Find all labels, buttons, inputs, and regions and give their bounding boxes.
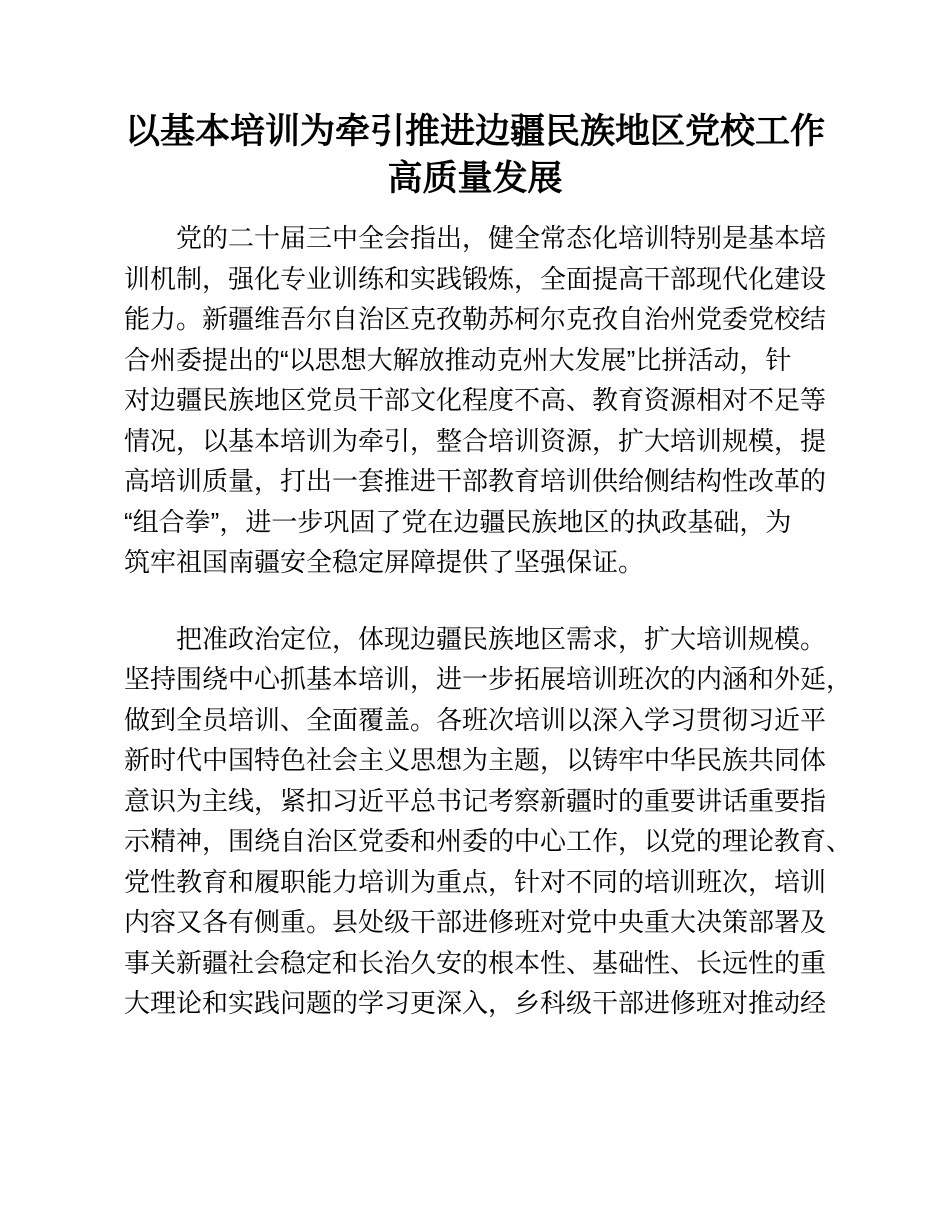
text-line: “组合拳”，进一步巩固了党在边疆民族地区的执政基础，为 xyxy=(124,506,792,537)
document-title-line-1: 以基本培训为牵引推进边疆民族地区党校工作 xyxy=(124,112,825,151)
text-line: 党性教育和履职能力培训为重点，针对不同的培训班次，培训 xyxy=(124,866,827,897)
text-line: 训机制，强化专业训练和实践锻炼，全面提高干部现代化建设 xyxy=(124,263,827,294)
document-page xyxy=(124,0,853,1024)
text-line: 把准政治定位，体现边疆民族地区需求，扩大培训规模。 xyxy=(176,623,827,654)
paragraph-2 xyxy=(124,619,853,1024)
text-line: 事关新疆社会稳定和长治久安的根本性、基础性、长远性的重 xyxy=(124,947,827,978)
text-line: 新时代中国特色社会主义思想为主题，以铸牢中华民族共同体 xyxy=(124,745,827,775)
text-line: 合州委提出的“以思想大解放推动克州大发展”比拼活动，针 xyxy=(124,344,792,375)
text-line: 党的二十届三中全会指出，健全常态化培训特别是基本培 xyxy=(176,223,827,253)
text-line: 高培训质量，打出一套推进干部教育培训供给侧结构性改革的 xyxy=(124,466,827,496)
paragraph-1 xyxy=(124,218,826,583)
text-line: 做到全员培训、全面覆盖。各班次培训以深入学习贯彻习近平 xyxy=(124,704,827,735)
text-line: 内容又各有侧重。县处级干部进修班对党中央重大决策部署及 xyxy=(124,907,827,937)
text-line: 大理论和实践问题的学习更深入，乡科级干部进修班对推动经 xyxy=(124,988,827,1018)
text-line: 情况，以基本培训为牵引，整合培训资源，扩大培训规模，提 xyxy=(124,425,827,456)
text-line: 示精神，围绕自治区党委和州委的中心工作，以党的理论教育、 xyxy=(124,826,853,856)
text-line: 筑牢祖国南疆安全稳定屏障提供了坚强保证。 xyxy=(124,547,645,577)
text-line: 意识为主线，紧扣习近平总书记考察新疆时的重要讲话重要指 xyxy=(124,785,827,816)
text-line: 能力。新疆维吾尔自治区克孜勒苏柯尔克孜自治州党委党校结 xyxy=(124,304,827,334)
document-title-line-2: 高质量发展 xyxy=(387,159,563,198)
text-line: 对边疆民族地区党员干部文化程度不高、教育资源相对不足等 xyxy=(124,385,827,415)
document-title xyxy=(124,108,826,202)
text-line: 坚持围绕中心抓基本培训，进一步拓展培训班次的内涵和外延， xyxy=(124,664,853,694)
